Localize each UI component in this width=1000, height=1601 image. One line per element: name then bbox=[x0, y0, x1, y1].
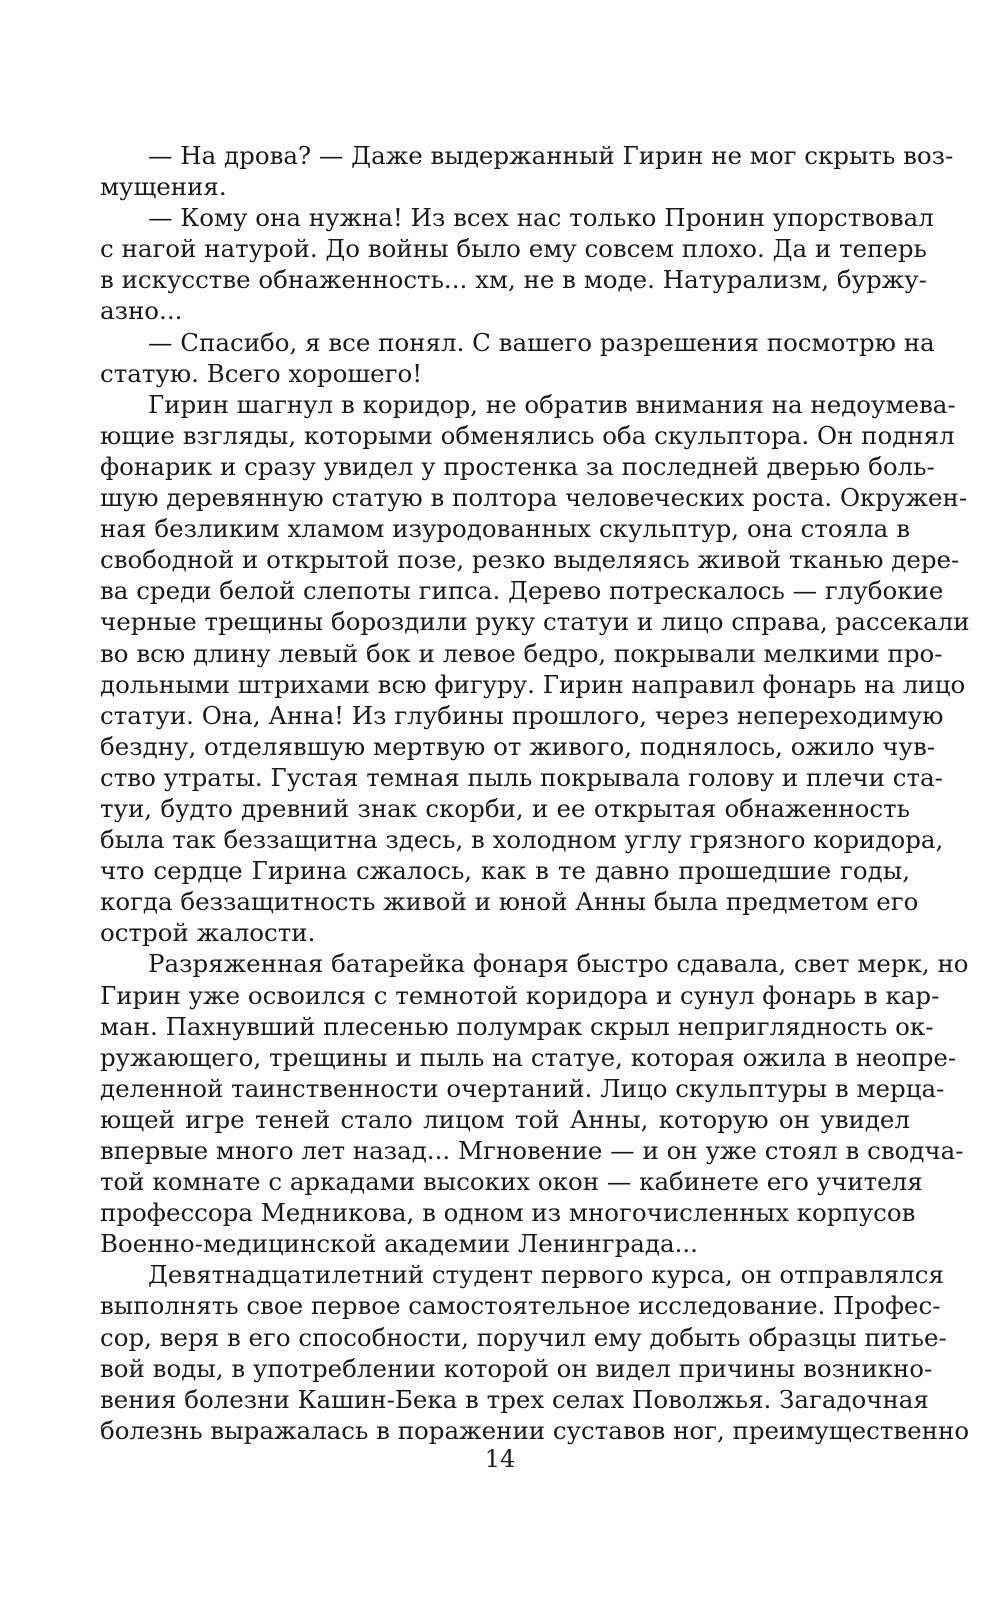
text-line: — Спасибо, я все понял. С вашего разрешения посмотрю на bbox=[148, 327, 935, 357]
paragraph bbox=[100, 948, 969, 1259]
text-line: — На дрова? — Даже выдержанный Гирин не мог скрыть воз- bbox=[148, 141, 954, 170]
paragraph bbox=[100, 202, 934, 326]
text-line: впервые много лет назад... Мгновение — и он уже стоял в сводча- bbox=[100, 1136, 964, 1165]
text-line: ман. Пахнувший плесенью полумрак скрыл неприглядность ок- bbox=[100, 1011, 934, 1041]
text-line: когда беззащитность живой и юной Анны была предметом его bbox=[100, 887, 919, 917]
text-line: свободной и открытой позе, резко выделяясь живой тканью дере- bbox=[100, 545, 960, 575]
text-line: профессора Медникова, в одном из многочисленных корпусов bbox=[100, 1198, 916, 1228]
text-line: дольными штрихами всю фигуру. Гирин направил фонарь на лицо bbox=[100, 669, 966, 699]
text-line: деленной таинственности очертаний. Лицо скульптуры в мерца- bbox=[100, 1073, 945, 1103]
text-line: болезнь выражалась в поражении суставов ног, преимущественно bbox=[100, 1415, 970, 1445]
text-line: что сердце Гирина сжалось, как в те давно прошедшие годы, bbox=[100, 856, 910, 886]
text-line: в искусстве обнаженность... хм, не в моде. Натурализм, буржу- bbox=[100, 265, 927, 295]
text-line: ство утраты. Густая темная пыль покрывала голову и плечи ста- bbox=[100, 762, 943, 792]
text-line: Военно-медицинской академии Ленинграда... bbox=[100, 1229, 698, 1259]
text-line: ва среди белой слепоты гипса. Дерево потрескалось — глубокие bbox=[100, 576, 944, 606]
paragraph bbox=[100, 140, 954, 202]
page-number: 14 bbox=[484, 1445, 516, 1473]
body-text bbox=[100, 140, 970, 1446]
text-line: с нагой натурой. До войны было ему совсем плохо. Да и теперь bbox=[100, 234, 927, 264]
text-line: мущения. bbox=[100, 172, 227, 202]
text-line: статуи. Она, Анна! Из глубины прошлого, через непереходимую bbox=[100, 700, 944, 730]
text-line: фонарик и сразу увидел у простенка за последней дверью боль- bbox=[100, 451, 935, 481]
text-line: ная безликим хламом изуродованных скульптур, она стояла в bbox=[100, 514, 910, 544]
text-line: туи, будто древний знак скорби, и ее открытая обнаженность bbox=[100, 793, 910, 823]
text-line: бездну, отделявшую мертвую от живого, поднялось, ожило чув- bbox=[100, 731, 936, 761]
paragraph bbox=[100, 389, 970, 949]
text-line: шую деревянную статую в полтора человеческих роста. Окружен- bbox=[100, 483, 968, 513]
paragraph bbox=[100, 327, 935, 389]
text-line: вой воды, в употреблении которой он видел причины возникно- bbox=[100, 1353, 933, 1383]
text-line: Гирин шагнул в коридор, не обратив внимания на недоумева- bbox=[148, 389, 956, 419]
text-line: Девятнадцатилетний студент первого курса, он отправлялся bbox=[148, 1260, 944, 1290]
text-line: Гирин уже освоился с темнотой коридора и сунул фонарь в кар- bbox=[100, 980, 940, 1010]
text-line: вения болезни Кашин-Бека в трех селах Поволжья. Загадочная bbox=[100, 1384, 929, 1414]
text-line: сор, веря в его способности, поручил ему добыть образцы питье- bbox=[100, 1322, 947, 1352]
text-line: острой жалости. bbox=[100, 918, 316, 948]
text-line: Разряженная батарейка фонаря быстро сдавала, свет мерк, но bbox=[148, 949, 969, 979]
text-line: — Кому она нужна! Из всех нас только Пронин упорствовал bbox=[148, 203, 934, 233]
text-line: ружающего, трещины и пыль на статуе, которая ожила в неопре- bbox=[100, 1042, 957, 1072]
paragraph bbox=[100, 1259, 970, 1446]
text-line: ющие взгляды, которыми обменялись оба скульптора. Он поднял bbox=[100, 420, 955, 450]
text-line: черные трещины бороздили руку статуи и лицо справа, рассекали bbox=[100, 607, 970, 637]
text-line: той комнате с аркадами высоких окон — кабинете его учителя bbox=[100, 1167, 923, 1197]
text-line: статую. Всего хорошего! bbox=[100, 358, 423, 388]
text-line: ющей игре теней стало лицом той Анны, которую он увидел bbox=[100, 1104, 910, 1134]
text-line: была так беззащитна здесь, в холодном углу грязного коридора, bbox=[100, 825, 944, 855]
text-line: выполнять свое первое самостоятельное исследование. Профес- bbox=[100, 1291, 941, 1321]
text-line: во всю длину левый бок и левое бедро, покрывали мелкими про- bbox=[100, 638, 943, 668]
text-line: азно... bbox=[100, 296, 183, 326]
